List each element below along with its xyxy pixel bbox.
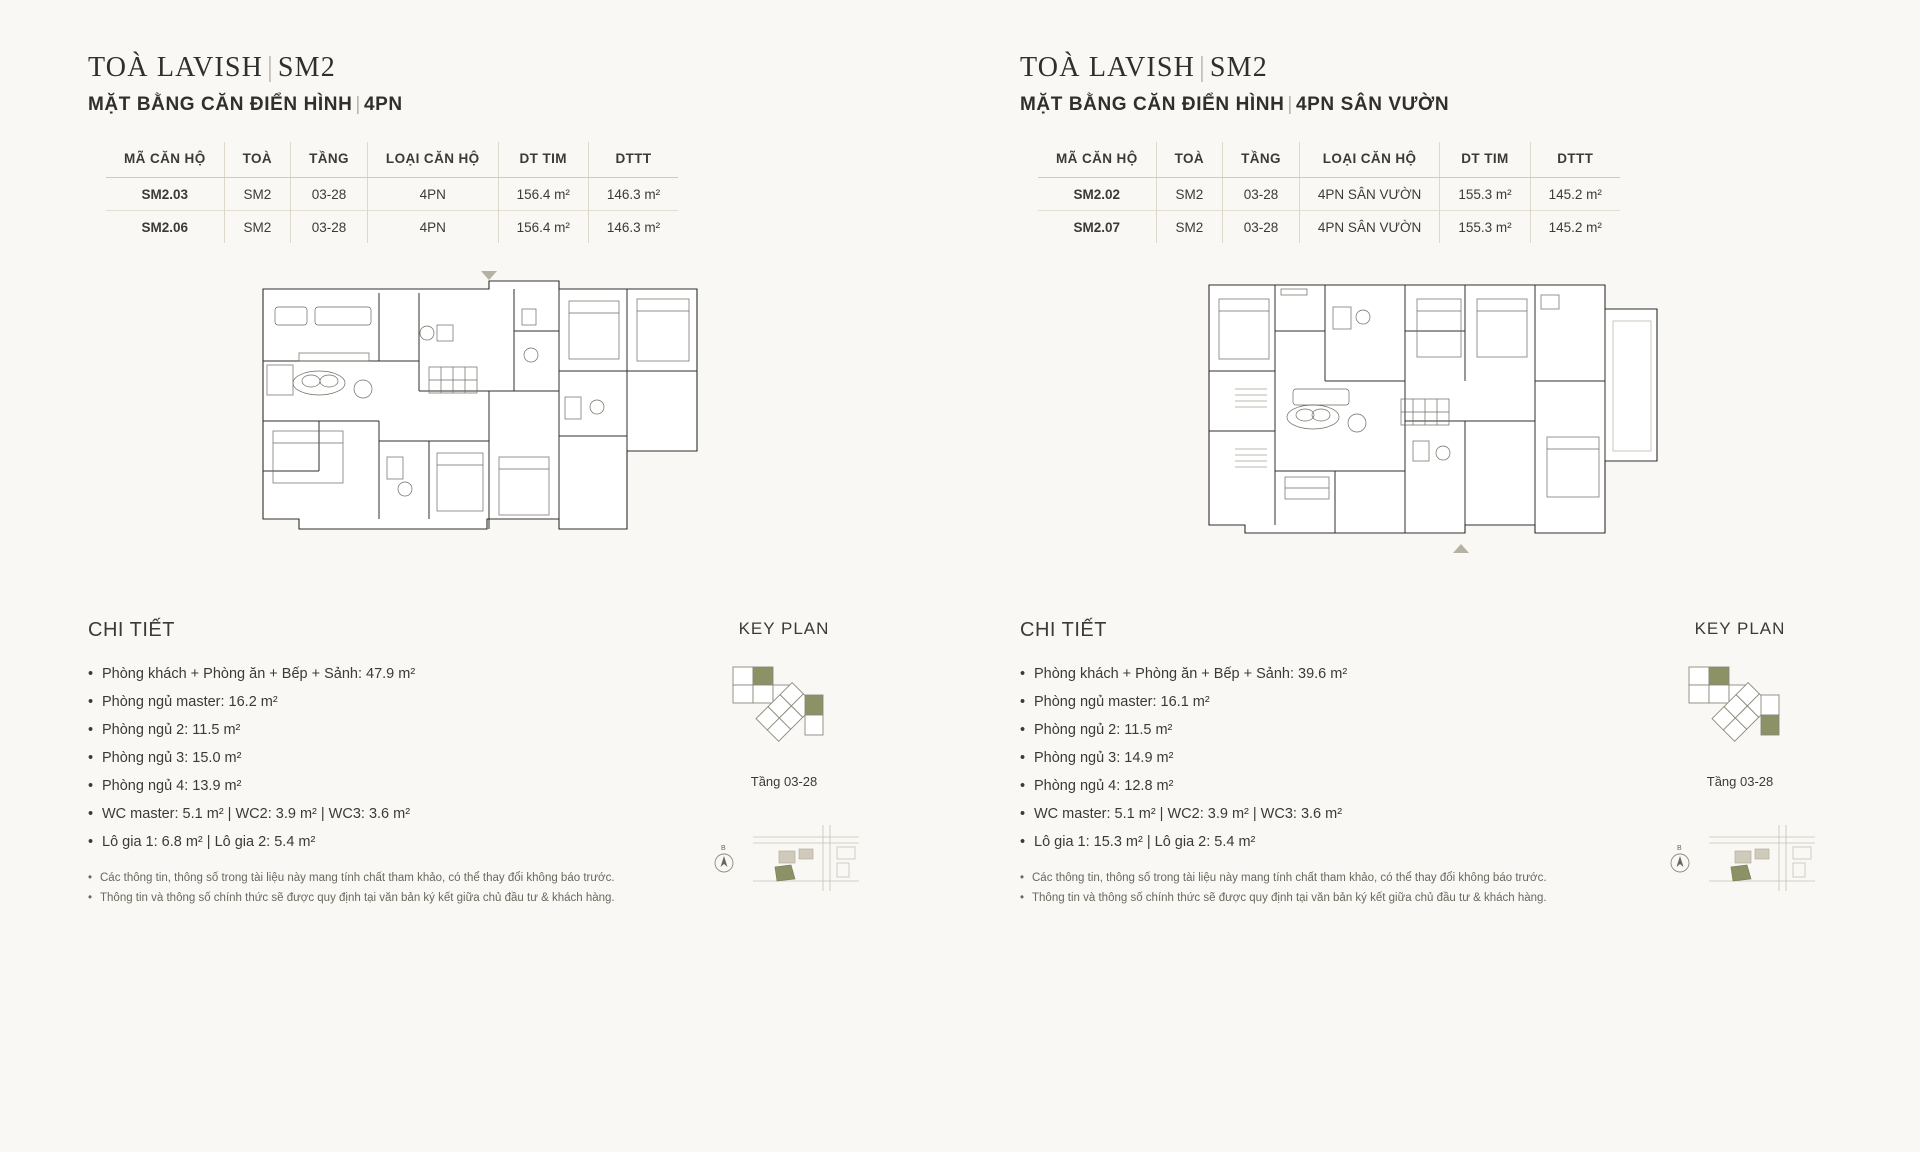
cell-dt-tim: 156.4 m² xyxy=(498,178,588,211)
floorplan-drawing-right xyxy=(1020,271,1860,571)
cell-dt-tim: 155.3 m² xyxy=(1440,211,1530,244)
compass-north-label: B xyxy=(1677,845,1682,852)
col-header-dttt: DTTT xyxy=(1530,142,1620,178)
col-header-dt-tim: DT TIM xyxy=(1440,142,1530,178)
list-item: • Phòng ngủ 4: 13.9 m² xyxy=(88,772,668,800)
cell-loai-can-ho: 4PN SÂN VƯỜN xyxy=(1299,211,1439,244)
floorplan-svg xyxy=(259,271,729,561)
cell-dt-tim: 156.4 m² xyxy=(498,211,588,244)
list-item: • Phòng ngủ 3: 14.9 m² xyxy=(1020,744,1620,772)
keyplan-floor-label: Tầng 03-28 xyxy=(1706,774,1774,789)
keyplan-left xyxy=(668,619,900,910)
list-item: • WC master: 5.1 m² | WC2: 3.9 m² | WC3: 3.6 m² xyxy=(1020,800,1620,828)
table-row xyxy=(1038,178,1620,211)
panel-4pn-san-vuon xyxy=(960,0,1920,1152)
table-row xyxy=(106,178,678,211)
subtitle-text: MẶT BẰNG CĂN ĐIỂN HÌNH xyxy=(1020,94,1285,115)
cell-dttt: 145.2 m² xyxy=(1530,178,1620,211)
cell-dttt: 146.3 m² xyxy=(588,178,678,211)
list-item: • Phòng ngủ 2: 11.5 m² xyxy=(1020,716,1620,744)
cell-loai-can-ho: 4PN SÂN VƯỜN xyxy=(1299,178,1439,211)
list-item: • Phòng ngủ 3: 15.0 m² xyxy=(88,744,668,772)
disclaimer-note xyxy=(88,870,668,907)
col-header-ma-can-ho: MÃ CĂN HỘ xyxy=(1038,142,1156,178)
list-item: • Phòng ngủ master: 16.2 m² xyxy=(88,688,668,716)
cell-loai-can-ho: 4PN xyxy=(367,211,498,244)
page-subtitle xyxy=(88,94,900,116)
list-item: • Lô gia 1: 15.3 m² | Lô gia 2: 5.4 m² xyxy=(1020,828,1620,856)
note-line: • Các thông tin, thông số trong tài liệu này mang tính chất tham khảo, có thể thay đổi không báo trước. xyxy=(88,870,668,887)
list-item: • Phòng ngủ 4: 12.8 m² xyxy=(1020,772,1620,800)
site-highlight xyxy=(1731,865,1751,881)
cell-tang: 03-28 xyxy=(291,211,368,244)
title-separator: | xyxy=(1199,52,1206,83)
floorplan-drawing-left xyxy=(88,271,900,571)
site-highlight xyxy=(775,865,795,881)
cell-tang: 03-28 xyxy=(291,178,368,211)
subtitle-separator: | xyxy=(355,94,361,115)
col-header-dttt: DTTT xyxy=(588,142,678,178)
floorplan-svg xyxy=(1205,271,1675,561)
cell-dttt: 146.3 m² xyxy=(588,211,678,244)
cell-ma-can-ho: SM2.02 xyxy=(1073,187,1121,202)
cell-dttt: 145.2 m² xyxy=(1530,211,1620,244)
entry-arrow-icon xyxy=(1453,544,1469,553)
site-map xyxy=(668,823,900,893)
cell-tang: 03-28 xyxy=(1223,178,1300,211)
col-header-toa: TOÀ xyxy=(1156,142,1222,178)
col-header-tang: TẦNG xyxy=(291,142,368,178)
compass-icon xyxy=(1663,841,1697,875)
col-header-tang: TẦNG xyxy=(1223,142,1300,178)
keyplan-title: KEY PLAN xyxy=(738,619,830,638)
cell-toa: SM2 xyxy=(1156,211,1222,244)
location-map-icon xyxy=(751,823,861,893)
col-header-dt-tim: DT TIM xyxy=(498,142,588,178)
cell-loai-can-ho: 4PN xyxy=(367,178,498,211)
entry-arrow-icon xyxy=(481,271,497,280)
keyplan-floor-label: Tầng 03-28 xyxy=(750,774,818,789)
note-line: • Các thông tin, thông số trong tài liệu này mang tính chất tham khảo, có thể thay đổi không báo trước. xyxy=(1020,870,1620,887)
list-item: • Phòng khách + Phòng ăn + Bếp + Sảnh: 39.6 m² xyxy=(1020,660,1620,688)
subtitle-separator: | xyxy=(1287,94,1293,115)
table-header-row xyxy=(106,142,678,178)
subtitle-type: 4PN SÂN VƯỜN xyxy=(1295,94,1450,115)
list-item: • WC master: 5.1 m² | WC2: 3.9 m² | WC3: 3.6 m² xyxy=(88,800,668,828)
note-line: • Thông tin và thông số chính thức sẽ được quy định tại văn bản ký kết giữa chủ đầu tư & khách hàng. xyxy=(1020,890,1620,907)
details-list xyxy=(1020,660,1620,856)
cell-toa: SM2 xyxy=(224,211,290,244)
cell-tang: 03-28 xyxy=(1223,211,1300,244)
list-item: • Phòng ngủ 2: 11.5 m² xyxy=(88,716,668,744)
list-item: • Phòng khách + Phòng ăn + Bếp + Sảnh: 47.9 m² xyxy=(88,660,668,688)
cell-ma-can-ho: SM2.07 xyxy=(1038,211,1156,244)
details-title: CHI TIẾT xyxy=(88,619,175,641)
table-header-row xyxy=(1038,142,1620,178)
keyplan-diagram xyxy=(1665,661,1815,757)
col-header-loai-can-ho: LOẠI CĂN HỘ xyxy=(1299,142,1439,178)
title-building: TOÀ LAVISH xyxy=(88,52,264,83)
keyplan-title: KEY PLAN xyxy=(1694,619,1786,638)
disclaimer-note xyxy=(1020,870,1620,907)
list-item: • Phòng ngủ master: 16.1 m² xyxy=(1020,688,1620,716)
col-header-loai-can-ho: LOẠI CĂN HỘ xyxy=(367,142,498,178)
spec-table xyxy=(1038,142,1620,243)
table-row xyxy=(1038,211,1620,244)
details-section-left xyxy=(88,619,900,910)
cell-ma-can-ho: SM2.06 xyxy=(106,211,224,244)
page-subtitle xyxy=(1020,94,1860,116)
col-header-ma-can-ho: MÃ CĂN HỘ xyxy=(106,142,224,178)
title-building: TOÀ LAVISH xyxy=(1020,52,1196,83)
compass-north-label: B xyxy=(721,845,726,852)
subtitle-type: 4PN xyxy=(363,94,403,115)
note-line: • Thông tin và thông số chính thức sẽ được quy định tại văn bản ký kết giữa chủ đầu tư & khách hàng. xyxy=(88,890,668,907)
page-title xyxy=(88,52,900,84)
table-row xyxy=(106,211,678,244)
site-map xyxy=(1620,823,1860,893)
cell-toa: SM2 xyxy=(1156,178,1222,211)
cell-toa: SM2 xyxy=(224,178,290,211)
keyplan-right xyxy=(1620,619,1860,910)
location-map-icon xyxy=(1707,823,1817,893)
title-code: SM2 xyxy=(1209,52,1268,83)
details-section-right xyxy=(1020,619,1860,910)
cell-ma-can-ho: SM2.03 xyxy=(141,187,189,202)
spec-table xyxy=(106,142,678,243)
details-title: CHI TIẾT xyxy=(1020,619,1107,641)
subtitle-text: MẶT BẰNG CĂN ĐIỂN HÌNH xyxy=(88,94,353,115)
keyplan-diagram xyxy=(709,661,859,757)
details-list xyxy=(88,660,668,856)
list-item: • Lô gia 1: 6.8 m² | Lô gia 2: 5.4 m² xyxy=(88,828,668,856)
page-title xyxy=(1020,52,1860,84)
col-header-toa: TOÀ xyxy=(224,142,290,178)
title-separator: | xyxy=(267,52,274,83)
cell-dt-tim: 155.3 m² xyxy=(1440,178,1530,211)
compass-icon xyxy=(707,841,741,875)
title-code: SM2 xyxy=(277,52,336,83)
